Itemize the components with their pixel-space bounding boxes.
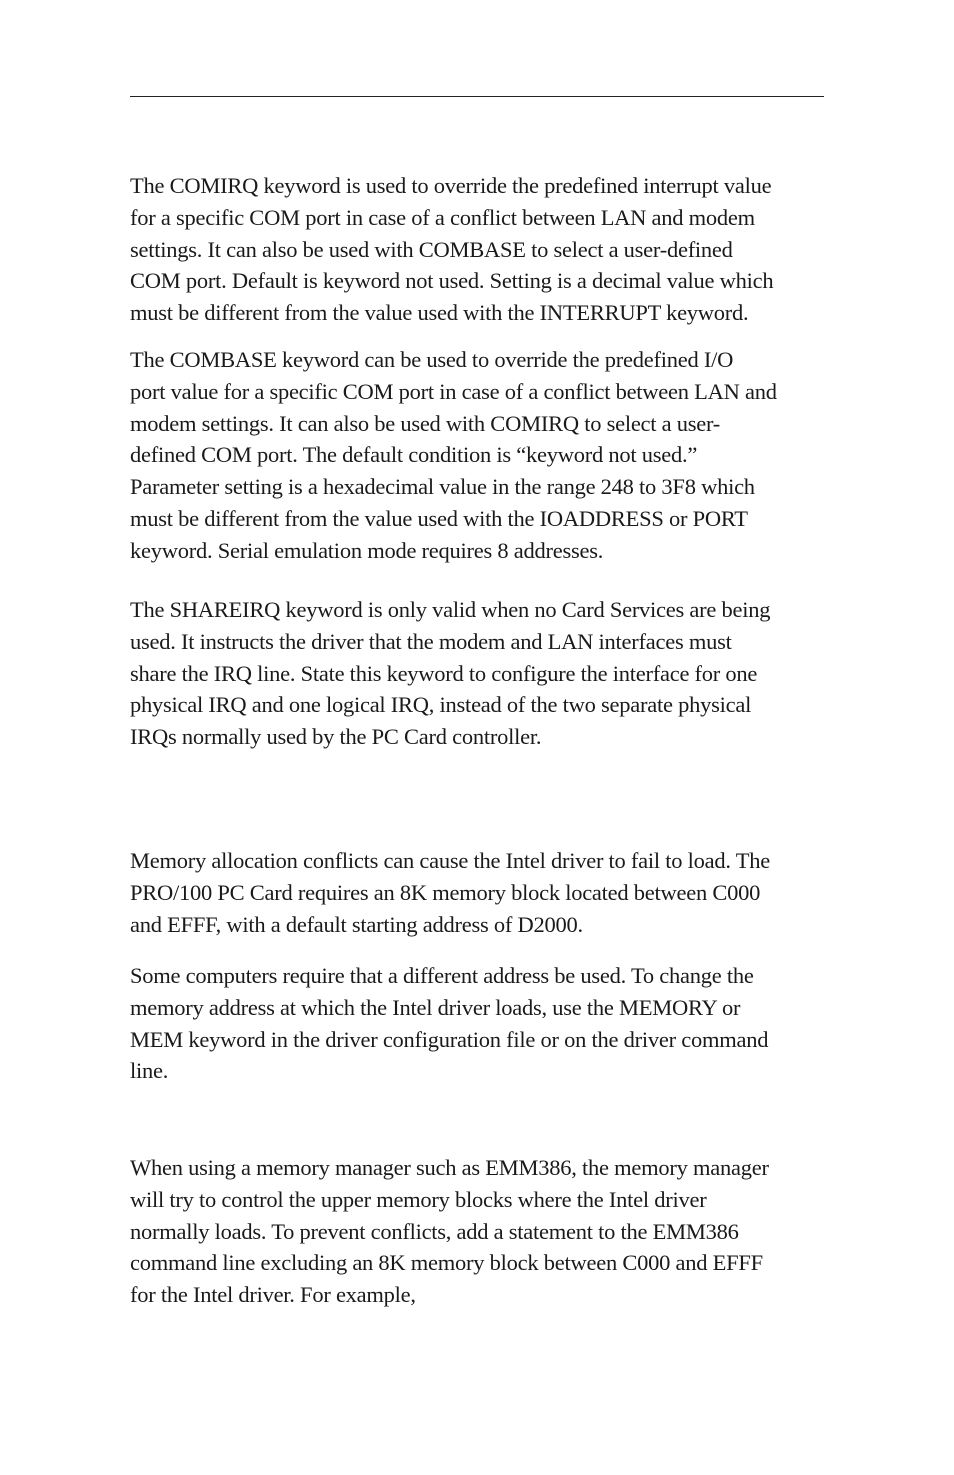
paragraph-shareirq: The SHAREIRQ keyword is only valid when no Card Services are being used. It instructs the driver that the modem and LAN interfaces must share the IRQ line. State this keyword to configure the interface for one physical IRQ and one logical IRQ, instead of the two separate physical IRQs normally used by the PC Card controller. bbox=[130, 597, 771, 750]
paragraph-comirq: The COMIRQ keyword is used to override the predefined interrupt value for a specific COM port in case of a conflict between LAN and modem settings. It can also be used with COMBASE to select a user-defined COM port. Default is keyword not used. Setting is a decimal value which must be different from the value used with the INTERRUPT keyword. bbox=[130, 173, 774, 326]
paragraph-combase: The COMBASE keyword can be used to override the predefined I/O port value for a specific COM port in case of a conflict between LAN and modem settings. It can also be used with COMIRQ to select a user- defined COM port. The default condition is “keyword not used.” Parameter setting is a hexadecimal value in the range 248 to 3F8 which must be different from the value used with the IOADDRESS or PORT keyword. Serial emulation mode requires 8 addresses. bbox=[130, 347, 777, 563]
paragraph-memory-conflicts: Memory allocation conflicts can cause the Intel driver to fail to load. The PRO/100 PC Card requires an 8K memory block located between C000 and EFFF, with a default starting address of D2000. bbox=[130, 848, 770, 937]
paragraph-emm386: When using a memory manager such as EMM386, the memory manager will try to control the upper memory blocks where the Intel driver normally loads. To prevent conflicts, add a statement to the EMM386 command line excluding an 8K memory block between C000 and EFFF for the Intel driver. For example, bbox=[130, 1155, 769, 1308]
header-rule bbox=[130, 96, 824, 97]
paragraph-memory-keyword: Some computers require that a different address be used. To change the memory address at which the Intel driver loads, use the MEMORY or MEM keyword in the driver configuration file or on the driver command line. bbox=[130, 963, 769, 1084]
